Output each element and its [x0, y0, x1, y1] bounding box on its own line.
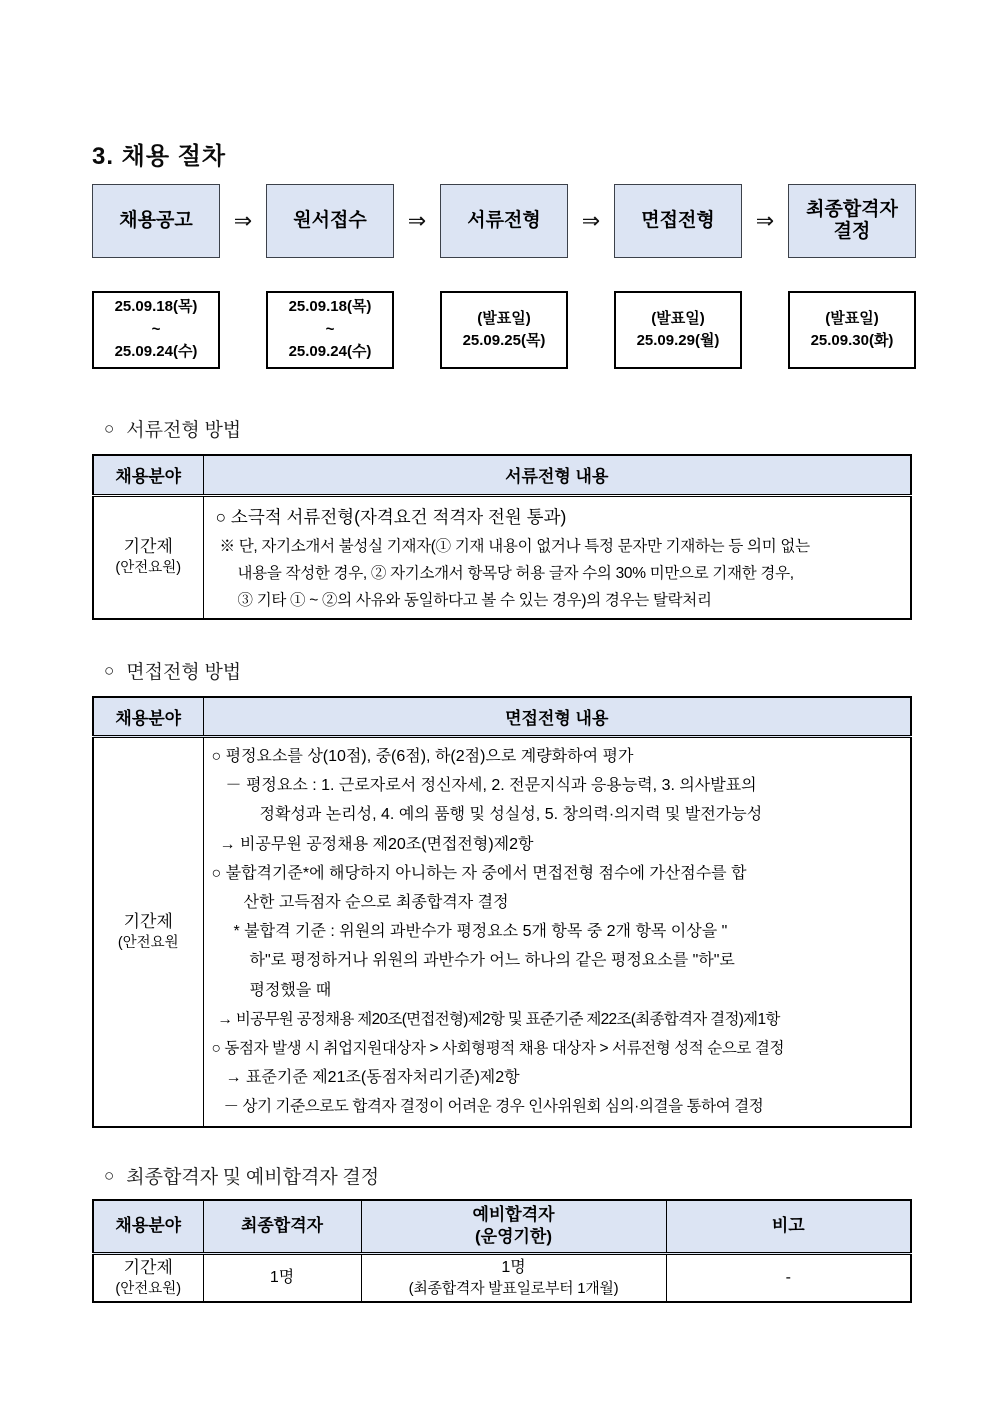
content-cell [203, 495, 911, 619]
date-line: ~ [325, 320, 335, 338]
section-heading-text: 면접전형 방법 [126, 661, 242, 683]
date-line: 25.09.18(목) [114, 298, 198, 316]
category-line1: 기간제 [123, 1257, 173, 1277]
section-heading-text: 최종합격자 및 예비합격자 결정 [126, 1166, 380, 1188]
category-line2: (안전요원) [115, 559, 182, 576]
column-header-reserve-line2: (운영기한) [474, 1227, 552, 1247]
circle-bullet-icon: ○ [104, 1165, 115, 1185]
section-heading-interview [92, 657, 916, 684]
date-box-document-screening [440, 291, 568, 369]
category-line1: 기간제 [123, 911, 173, 931]
column-header-category: 채용분야 [93, 697, 203, 737]
circle-bullet-icon: ○ [104, 419, 115, 438]
flow-step-label-line2: 결정 [833, 221, 871, 242]
final-selection-table [92, 1199, 912, 1303]
flow-arrow-icon: ⇒ [755, 208, 775, 233]
reserve-cell [361, 1254, 666, 1302]
category-cell [93, 737, 203, 1127]
content-line: → 표준기준 제21조(동점자처리기준)제2항 [225, 1069, 520, 1087]
date-line: 25.09.24(수) [114, 343, 198, 361]
flow-step-label: 서류전형 [467, 210, 541, 232]
flow-step-label: 원서접수 [293, 210, 367, 232]
flow-arrow-icon: ⇒ [581, 208, 601, 233]
content-line: 내용을 작성한 경우, ② 자기소개서 항목당 허용 글자 수의 30% 미만으로 기재한 경우, [237, 564, 794, 582]
content-line: * 불합격 기준 : 위원의 과반수가 평정요소 5개 항목 중 2개 항목 이상을 " [233, 923, 728, 941]
date-line: 25.09.25(목) [462, 332, 546, 349]
flow-step-label: 최종합격자 [806, 199, 898, 221]
date-box-application [266, 291, 394, 369]
flow-step-document-screening [440, 184, 568, 258]
flow-step-final-decision [788, 184, 916, 258]
page-title: 3. 채용 절차 [92, 143, 227, 170]
page-content [92, 136, 916, 1303]
final-count-cell: 1명 [203, 1254, 361, 1302]
flow-arrow-icon: ⇒ [233, 208, 253, 233]
content-line: ○ 소극적 서류전형(자격요건 적격자 전원 통과) [215, 506, 567, 527]
date-line: (발표일) [651, 309, 705, 327]
category-line2: (안전요원) [115, 1280, 182, 1297]
remark-cell: - [666, 1254, 911, 1302]
section-heading-document-screening [92, 415, 916, 442]
flow-step-interview [614, 184, 742, 258]
content-line: ○ 불합격기준*에 해당하지 아니하는 자 중에서 면접전형 점수에 가산점수를 합 [211, 864, 747, 882]
reserve-note: (최종합격자 발표일로부터 1개월) [408, 1279, 619, 1297]
column-header-remark: 비고 [666, 1200, 911, 1254]
content-line: ③ 기타 ① ~ ②의 사유와 동일하다고 볼 수 있는 경우)의 경우는 탈락처리 [237, 591, 712, 609]
schedule-row [92, 291, 916, 369]
date-line: (발표일) [825, 309, 879, 327]
flow-step-application [266, 184, 394, 258]
column-header-category: 채용분야 [93, 455, 203, 495]
flow-step-label: 채용공고 [119, 210, 193, 232]
reserve-count: 1명 [501, 1258, 526, 1276]
content-line: ※ 단, 자기소개서 불성실 기재자(① 기재 내용이 없거나 특정 문자만 기재하는 등 의미 없는 [219, 537, 810, 555]
section-heading-final-selection [92, 1162, 916, 1189]
table-header-row [93, 1200, 911, 1254]
table-row [93, 737, 911, 1127]
category-line1: 기간제 [123, 536, 173, 556]
flow-arrow-icon: ⇒ [407, 208, 427, 233]
category-cell [93, 1254, 203, 1302]
content-line: 평정했을 때 [249, 981, 332, 999]
flow-step-announcement [92, 184, 220, 258]
interview-table [92, 696, 912, 1128]
table-row [93, 495, 911, 619]
section-heading-text: 서류전형 방법 [126, 420, 242, 441]
column-header-reserve [361, 1200, 666, 1254]
column-header-reserve-line1: 예비합격자 [472, 1205, 555, 1225]
content-cell [203, 737, 911, 1127]
column-header-content: 면접전형 내용 [203, 697, 911, 737]
table-header-row [93, 455, 911, 495]
recruitment-flowchart [92, 184, 916, 258]
content-line: － 상기 기준으로도 합격자 결정이 어려운 경우 인사위원회 심의·의결을 통하여 결정 [223, 1098, 764, 1116]
column-header-category: 채용분야 [93, 1200, 203, 1254]
date-line: 25.09.18(목) [288, 298, 372, 316]
date-line: 25.09.24(수) [288, 343, 372, 361]
content-line: 하"로 평정하거나 위원의 과반수가 어느 하나의 같은 평정요소를 "하"로 [249, 952, 735, 970]
content-line: 정확성과 논리성, 4. 예의 품행 및 성실성, 5. 창의력·의지력 및 발전가능성 [259, 806, 763, 824]
date-box-interview [614, 291, 742, 369]
date-box-final-decision [788, 291, 916, 369]
content-line: ○ 평정요소를 상(10점), 중(6점), 하(2점)으로 계량화하여 평가 [211, 748, 634, 765]
date-line: 25.09.30(화) [810, 332, 894, 349]
document-screening-table [92, 454, 912, 620]
date-line: (발표일) [477, 309, 531, 327]
column-header-final: 최종합격자 [203, 1200, 361, 1254]
table-header-row [93, 697, 911, 737]
circle-bullet-icon: ○ [104, 660, 115, 680]
content-line: ○ 동점자 발생 시 취업지원대상자 > 사회형평적 채용 대상자 > 서류전형 성적 순으로 결정 [211, 1040, 785, 1058]
date-line: ~ [151, 320, 161, 338]
date-line: 25.09.29(월) [636, 332, 720, 349]
category-line2: (안전요원 [117, 934, 179, 951]
content-line: － 평정요소 : 1. 근로자로서 정신자세, 2. 전문지식과 응용능력, 3. 의사발표의 [225, 777, 757, 795]
flow-step-label: 면접전형 [641, 210, 715, 232]
content-line: 산한 고득점자 순으로 최종합격자 결정 [243, 894, 509, 912]
content-line: → 비공무원 공정채용 제20조(면접전형)제2항 및 표준기준 제22조(최종합격자 결정)제1항 [217, 1010, 780, 1028]
category-cell [93, 495, 203, 619]
column-header-content: 서류전형 내용 [203, 455, 911, 495]
date-box-announcement [92, 291, 220, 369]
table-row [93, 1254, 911, 1302]
content-line: → 비공무원 공정채용 제20조(면접전형)제2항 [219, 835, 534, 853]
